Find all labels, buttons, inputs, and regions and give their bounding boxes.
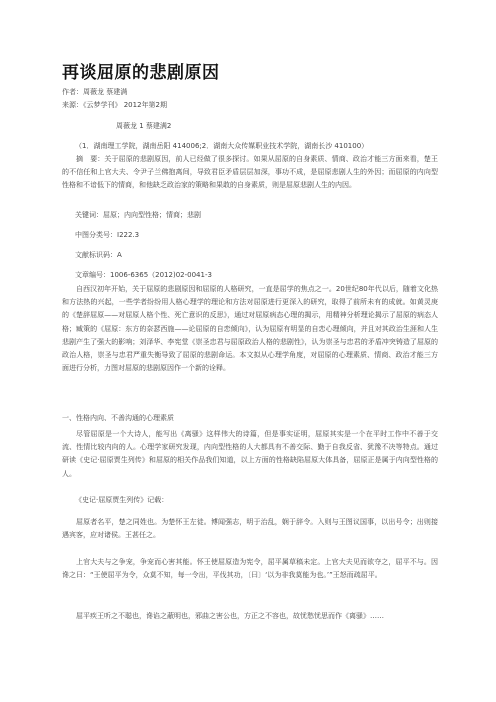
document-code: 文献标识码：A xyxy=(75,251,122,259)
article-number: 文章编号：1006-6365（2012)02-0041-3 xyxy=(75,271,212,279)
quote-paragraph: 上官大夫与之争宠，争宠而心害其能。怀王使屈原造为宪令，屈平属草稿未定。上官大夫见而欲夺之，屈平不与。因谗之曰：“王使屈平为令，众莫不知，每一令出，平伐其功，〔曰〕‘以为非我莫能为也。’”王怒而疏屈平。 xyxy=(62,558,438,580)
clc-number: 中图分类号：I222.3 xyxy=(75,231,140,239)
keywords: 关键词：屈原；内向型性格；情商；悲剧 xyxy=(75,211,201,219)
abstract: 摘 要：关于屈原的悲剧原因，前人已经做了很多探讨。如果从屈原的自身素质、情商、政治才能三方面来看，楚王的不信任和上官大夫、令尹子兰佛抱离间，导致君臣矛盾层层加深，事功不成，是屈原悲剧人生的外因；而屈原的内向型性格和不谙低下的情商，和他缺乏政治家的策略和果敢的自身素质，则是屈原悲剧人生的内因。 xyxy=(62,155,438,190)
source-line: 来源：《云梦学刊》 2012年第2期 xyxy=(62,101,167,109)
affiliation: （1．湖南理工学院，湖南岳阳 414006;2．湖南大众传媒职业技术学院，湖南长沙 410100） xyxy=(75,142,369,150)
authors-line: 作者：周薇龙 蔡建满 xyxy=(62,88,128,96)
quote-intro: 《史记·屈原贾生列传》记载： xyxy=(75,496,169,504)
quote-paragraph: 屈平疾王听之不聪也，谗谄之蔽明也，邪曲之害公也，方正之不容也，故忧愁忧思而作《离骚》…… xyxy=(76,612,384,620)
body-paragraph: 尽管屈原是一个大诗人，能写出《离骚》这样伟大的诗篇，但是事实证明，屈原其实是一个在平时工作中不善于交流、性情比较内向的人。心理学家研究发现，内向型性格的人大都具有不善交际、勤于自我反省、犹豫不决等特点。通过研读《史记·屈原贾生列传》和屈原的相关作品我们知道，以上方面的性格缺陷屈原大体具备，屈原正是属于内向型性格的人。 xyxy=(62,430,438,478)
article-title: 再谈屈原的悲剧原因 xyxy=(62,63,220,83)
intro-paragraph: 自西汉初年开始，关于屈原的悲剧原因和屈原的人格研究，一直是屈学的焦点之一。20世纪80年代以后，随着文化热和方法热的兴起，一些学者纷纷用人格心理学的理论和方法对屈原进行更深入的研究，取得了前所未有的成就。如黄灵庚的《楚辞屈原——对屈原人格个性、死亡意识的反思》，通过对屈原病态心理的揭示，用精神分析理论揭示了屈原的病态人格；臧策的《屈原：东方的奈瑟西施——论屈原的自恋倾向》，认为屈原有明显的自恋心理倾向，并且对其政治生涯和人生悲剧产生了强大的影响；刘泽华、李宪堂《崇圣忠君与屈原政治人格的悲剧性》，认为崇圣与忠君的矛盾冲突铸造了屈原的政治人格，崇圣与忠君严重失衡导致了屈原的悲剧命运。本文拟从心理学角度，对屈原的心理素质、情商、政治才能三方面进行分析，力图对屈原的悲剧原因作一个新的诠释。 xyxy=(62,285,438,373)
section-heading: 一、性格内向、不善沟通的心理素质 xyxy=(62,414,174,422)
byline: 周薇龙 1 蔡建满2 xyxy=(116,122,172,130)
quote-paragraph: 屈原者名平，楚之同姓也。为楚怀王左徒。博闻强志，明于治乱，娴于辞令。入则与王图议国事，以出号令；出则接遇宾客，应对诸侯。王甚任之。 xyxy=(62,518,438,540)
